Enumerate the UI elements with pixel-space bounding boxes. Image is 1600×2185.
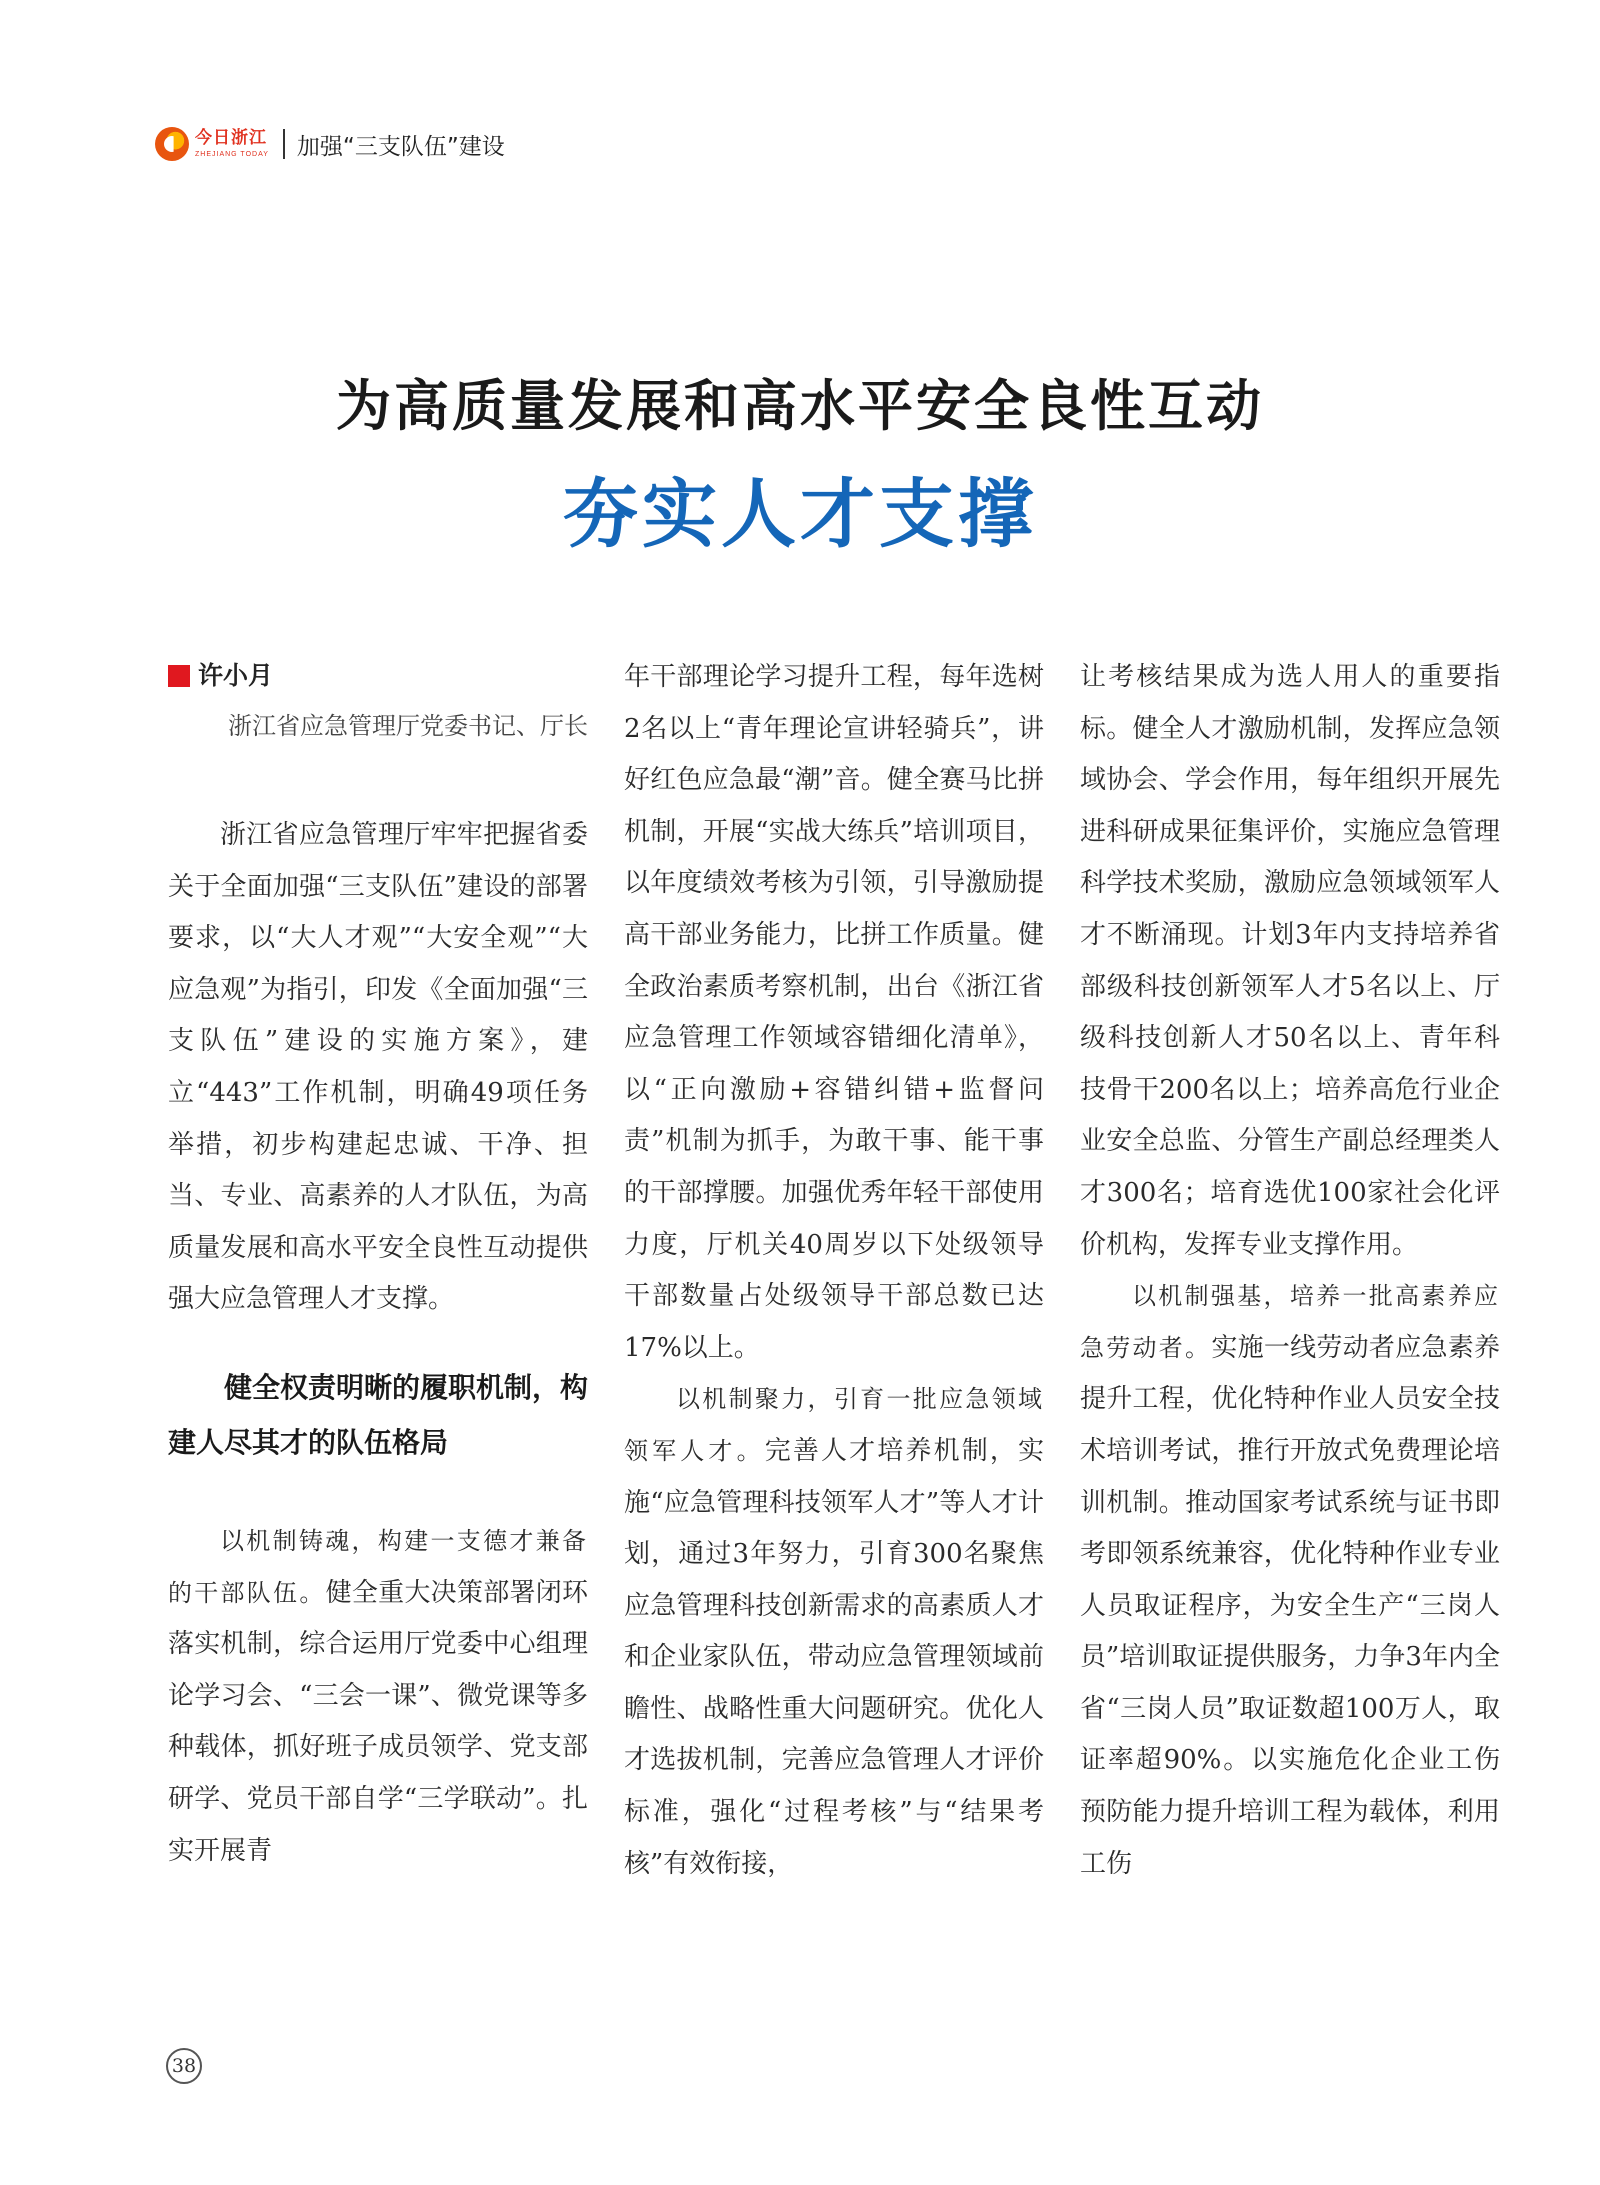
header-divider bbox=[283, 129, 285, 159]
paragraph-continued: 让考核结果成为选人用人的重要指标。健全人才激励机制，发挥应急领域协会、学会作用，每年组织开展先进科研成果征集评价，实施应急管理科学技术奖励，激励应急领域领军人才不断涌现。计划3年内支持培养省部级科技创新领军人才5名以上、厅级科技创新人才50名以上、青年科技骨干200名以上；培养高危行业企业安全总监、分管生产副总经理类人才300名；培育选优100家社会化评价机构，发挥专业支撑作用。 bbox=[1080, 662, 1500, 1260]
intro-paragraph: 浙江省应急管理厅牢牢把握省委关于全面加强“三支队伍”建设的部署要求，以“大人才观”“大安全观”“大应急观”为指引，印发《全面加强“三支队伍”建设的实施方案》，建立“443”工作机制，明确49项任务举措，初步构建起忠诚、干净、担当、专业、高素养的人才队伍，为高质量发展和高水平安全良性互动提供强大应急管理人才支撑。 bbox=[168, 820, 588, 1315]
paragraph-2 bbox=[624, 1374, 1044, 1890]
column-2 bbox=[624, 652, 1044, 1890]
column-3 bbox=[1080, 652, 1500, 1890]
page-header bbox=[155, 118, 505, 170]
logo-english-text: ZHEJIANG TODAY bbox=[195, 151, 269, 158]
paragraph-continued: 年干部理论学习提升工程，每年选树2名以上“青年理论宣讲轻骑兵”，讲好红色应急最“潮”音。健全赛马比拼机制，开展“实战大练兵”培训项目，以年度绩效考核为引领，引导激励提高干部业务能力，比拼工作质量。健全政治素质考察机制，出台《浙江省应急管理工作领域容错细化清单》，以“正向激励+容错纠错+监督问责”机制为抓手，为敢干事、能干事的干部撑腰。加强优秀年轻干部使用力度，厅机关40周岁以下处级领导干部数量占处级领导干部总数已达17%以上。 bbox=[624, 662, 1044, 1363]
article-title-line2: 夯实人才支撑 bbox=[562, 470, 1037, 558]
article-title-line1: 为高质量发展和高水平安全良性互动 bbox=[335, 373, 1264, 438]
paragraph-body: 实施一线劳动者应急素养提升工程，优化特种作业人员安全技术培训考试，推行开放式免费理论培训机制。推动国家考试系统与证书即考即领系统兼容，优化特种作业专业人员取证程序，为安全生产“三岗人员”培训取证提供服务，力争3年内全省“三岗人员”取证数超100万人，取证率超90%。以实施危化企业工伤预防能力提升培训工程为载体，利用工伤 bbox=[1080, 1332, 1500, 1879]
page-number: 38 bbox=[166, 2048, 202, 2084]
zhejiang-today-logo bbox=[155, 127, 269, 161]
author-name: 许小月 bbox=[198, 661, 274, 691]
paragraph-lead: 以机制强基，培养一批高素养应急劳动者。 bbox=[1080, 1282, 1500, 1362]
paragraph-1 bbox=[168, 1516, 588, 1877]
paragraph-body: 完善人才培养机制，实施“应急管理科技领军人才”等人才计划，通过3年努力，引育300名聚焦应急管理科技创新需求的高素质人才和企业家队伍，带动应急管理领域前瞻性、战略性重大问题研究。优化人才选拔机制，完善应急管理人才评价标准，强化“过程考核”与“结果考核”有效衔接， bbox=[624, 1435, 1044, 1879]
section-subheading: 健全权责明晰的履职机制，构建人尽其才的队伍格局 bbox=[168, 1370, 589, 1459]
paragraph-lead: 以机制铸魂，构建一支德才兼备的干部队伍。 bbox=[168, 1526, 588, 1607]
column-1 bbox=[168, 652, 588, 1877]
paragraph-lead: 以机制聚力，引育一批应急领域领军人才。 bbox=[624, 1385, 1044, 1465]
paragraph-3 bbox=[1080, 1271, 1500, 1890]
author-byline bbox=[168, 652, 588, 700]
paragraph-body: 健全重大决策部署闭环落实机制，综合运用厅党委中心组理论学习会、“三会一课”、微党课等多种载体，抓好班子成员领学、党支部研学、党员干部自学“三学联动”。扎实开展青 bbox=[168, 1577, 588, 1866]
author-role: 浙江省应急管理厅党委书记、厅长 bbox=[228, 712, 588, 740]
section-label: 加强“三支队伍”建设 bbox=[296, 133, 505, 160]
logo-chinese-text: 今日浙江 bbox=[195, 128, 267, 148]
red-square-icon bbox=[168, 665, 190, 687]
logo-sun-icon bbox=[155, 127, 189, 161]
